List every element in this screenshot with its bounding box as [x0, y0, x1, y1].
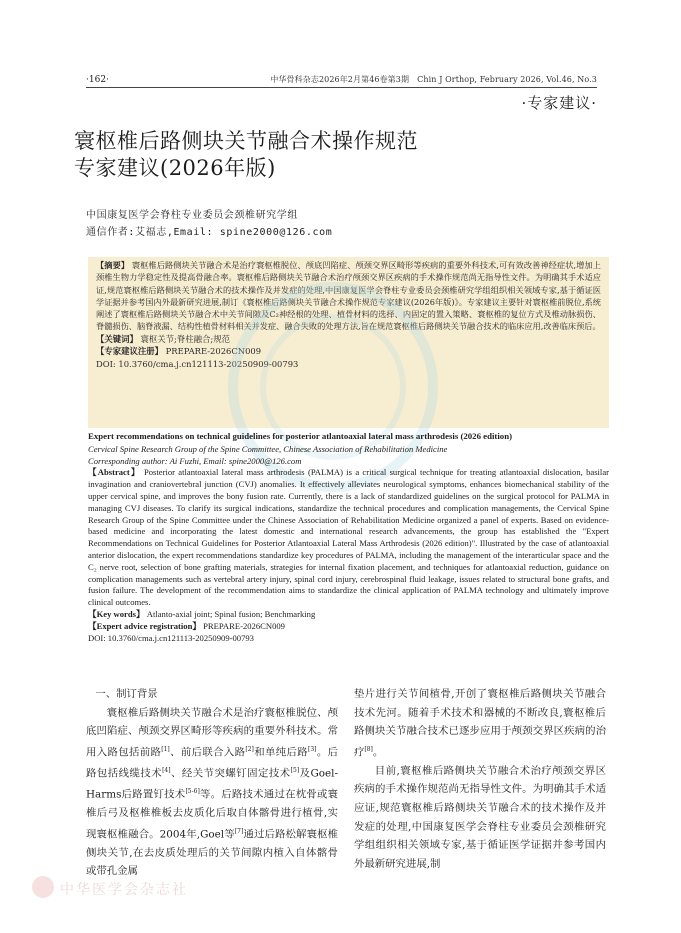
- registration-number-en: PREPARE-2026CN009: [203, 620, 285, 631]
- body-text: 。: [372, 746, 384, 759]
- registration-en: [88, 621, 609, 633]
- english-author-group: Cervical Spine Research Group of the Spine Committee, Chinese Association of Rehabilitation Medicine: [88, 443, 448, 454]
- keywords-text-en: Atlanto-axial joint; Spinal fusion; Benchmarking: [146, 608, 316, 619]
- journal-header: 中华骨科杂志2026年2月第46卷第3期 Chin J Orthop, February 2026, Vol.46, No.3: [270, 75, 597, 84]
- citation[interactable]: [2]: [245, 745, 254, 753]
- body-text: 、前后联合入路: [169, 746, 246, 759]
- article-title-line-2: 专家建议(2026年版): [74, 156, 276, 180]
- body-column-right: [354, 685, 606, 873]
- body-text: 垫片进行关节间植骨,开创了寰枢椎后路侧块关节融合技术先河。随着手术技术和器械的不断改良,寰枢椎后路侧块关节融合技术已逐步应用于颅颈交界区疾病的治疗: [354, 688, 606, 759]
- abstract-text-en: Posterior atlantoaxial lateral mass arthrodesis (PALMA) is a critical surgical technique for treating atlantoaxial dislocation, basilar invagination and craniovertebral junction (CVJ) anomalies. It effectively alleviates neurological symptoms, enhances biomechanical stability of the upper cervical spine, and improves the bony fusion rate. Currently, there is a lack of standardized guidelines on the surgical protocol for PALMA in managing CVJ diseases. To clarify its surgical indications, standardize the technical procedures and complication managements, the Cervical Spine Research Group of the Spine Committee under the Chinese Association of Rehabilitation Medicine organized a panel of experts. Based on evidence-based medicine and incorporating the latest domestic and international research advancements, the group has established the "Expert Recommendations on Technical Guidelines for Posterior Atlantoaxial Lateral Mass Arthrodesis (2026 edition)". Illustrated by the case of atlantoaxial anterior dislocation, the expert recommendations standardize key procedures of PALMA, including the management of the interarticular space and the C₂ nerve root, selection of bone grafting materials, strategies for internal fixation placement, and techniques for atlantoaxial reduction, guidance on complication managements such as vertebral artery injury, spinal cord injury, cerebrospinal fluid leakage, issues related to structural bone grafts, and fusion failure. The development of the recommendation aims to standardize the clinical application of PALMA technology and ultimately improve clinical outcomes.: [88, 467, 609, 608]
- citation[interactable]: [7]: [234, 827, 244, 835]
- citation[interactable]: [1]: [161, 745, 170, 753]
- doi-en[interactable]: DOI: 10.3760/cma.j.cn121113-20250909-00793: [88, 632, 254, 643]
- body-text: 。后路包括线缆技术: [86, 746, 339, 780]
- corresponding-author: 通信作者:艾福志,Email: spine2000@126.com: [86, 227, 333, 238]
- keywords-text-cn: 寰枢关节;脊柱融合;规范: [140, 333, 230, 344]
- keywords-label-en: 【Key words】: [88, 608, 145, 619]
- author-group: 中国康复医学会脊柱专业委员会颈椎研究学组: [86, 210, 298, 221]
- body-paragraph: 目前,寰枢椎后路侧块关节融合术治疗颅颈交界区疾病的手术操作规范尚无指导性文件。为明确其手术适应证,规范寰枢椎后路侧块关节融合术的技术操作及并发症的处理,中国康复医学会脊柱专业委员会颈椎研究学组组织相关领域专家,基于循证医学证据并参考国内外最新研究进展,制: [354, 764, 606, 870]
- body-text: 通过后路松解寰枢椎侧块关节,在去皮质处理后的关节间隙内植入自体髂骨或带孔金属: [86, 828, 339, 878]
- citation[interactable]: [3]: [308, 745, 317, 753]
- body-text: 、经关节突螺钉固定技术: [170, 767, 291, 780]
- english-abstract: [88, 467, 609, 609]
- keywords-en: [88, 609, 609, 621]
- publisher-seal-icon: [32, 876, 54, 898]
- body-text: 等。后路技术通过在枕骨或寰椎后弓及枢椎椎板去皮质化后取自体髂骨进行植骨,实现寰枢椎融合。2004年,Goel等: [86, 788, 338, 841]
- body-text: 及Goel-Harms后路置钉技术: [86, 767, 338, 801]
- header-divider: [86, 87, 597, 88]
- abstract-label-en: 【Abstract】: [88, 467, 141, 478]
- citation[interactable]: [5-6]: [185, 787, 200, 795]
- page-number: ·162·: [86, 75, 109, 85]
- body-column-left: [86, 685, 338, 881]
- section-heading: 一、制订背景: [95, 688, 158, 700]
- section-tag: ·专家建议·: [521, 94, 597, 112]
- keywords-label-cn: 【关键词】: [96, 333, 138, 344]
- english-title: Expert recommendations on technical guidelines for posterior atlantoaxial lateral mass arthrodesis (2026 edition): [88, 431, 513, 441]
- body-paragraph: [86, 704, 338, 881]
- english-abstract-block: [88, 431, 609, 644]
- english-corresponding-author: Corresponding author: Ai Fuzhi, Email: spine2000@126.com: [88, 455, 302, 466]
- citation[interactable]: [4]: [162, 766, 171, 774]
- publisher-logo-text: 中华医学会杂志社: [60, 882, 188, 898]
- doi-cn[interactable]: DOI: 10.3760/cma.j.cn121113-20250909-00793: [96, 358, 299, 369]
- registration-number-cn: PREPARE-2026CN009: [165, 346, 262, 357]
- author-block: [86, 207, 332, 241]
- body-text: 寰枢椎后路侧块关节融合术是治疗寰枢椎脱位、颅底凹陷症、颅颈交界区畸形等疾病的重要外科技术。常用入路包括前路: [86, 706, 338, 759]
- citation[interactable]: [8]: [364, 745, 373, 753]
- citation[interactable]: [5]: [290, 766, 300, 774]
- body-text: 和单纯后路: [253, 746, 309, 759]
- abstract-label-cn: 【摘要】: [96, 260, 130, 270]
- publisher-logo: [32, 876, 292, 900]
- registration-label-cn: 【专家建议注册】: [96, 346, 163, 357]
- abstract-text-cn: 寰枢椎后路侧块关节融合术是治疗寰枢椎脱位、颅底凹陷症、颅颈交界区畸形等疾病的重要外科技术,可有效改善神经症状,增加上颈椎生物力学稳定性及提高骨融合率。寰枢椎后路侧块关节融合术治疗颅颈交界区疾病的手术操作规范尚无指导性文件。为明确其手术适应证,规范寰枢椎后路侧块关节融合术的技术操作及并发症的处理,中国康复医学会脊柱专业委员会颈椎研究学组组织相关领域专家,基于循证医学证据并参考国内外最新研究进展,制订《寰枢椎后路侧块关节融合术操作规范专家建议(2026年版)》。专家建议主要针对寰枢椎前脱位,系统阐述了寰枢椎后路侧块关节融合术中关节间隙及C₂神经根的处理、植骨材料的选择、内固定的置入策略、寰枢椎的复位方式及椎动脉损伤、脊髓损伤、脑脊液漏、结构性植骨材料相关并发症、融合失败的处理方法,旨在规范寰枢椎后路侧块关节融合技术的临床应用,改善临床预后。: [96, 260, 601, 332]
- article-title-line-1: 寰枢椎后路侧块关节融合术操作规范: [74, 129, 418, 153]
- article-title: [74, 128, 594, 182]
- registration-label-en: 【Expert advice registration】: [88, 620, 201, 631]
- body-paragraph: [354, 685, 606, 762]
